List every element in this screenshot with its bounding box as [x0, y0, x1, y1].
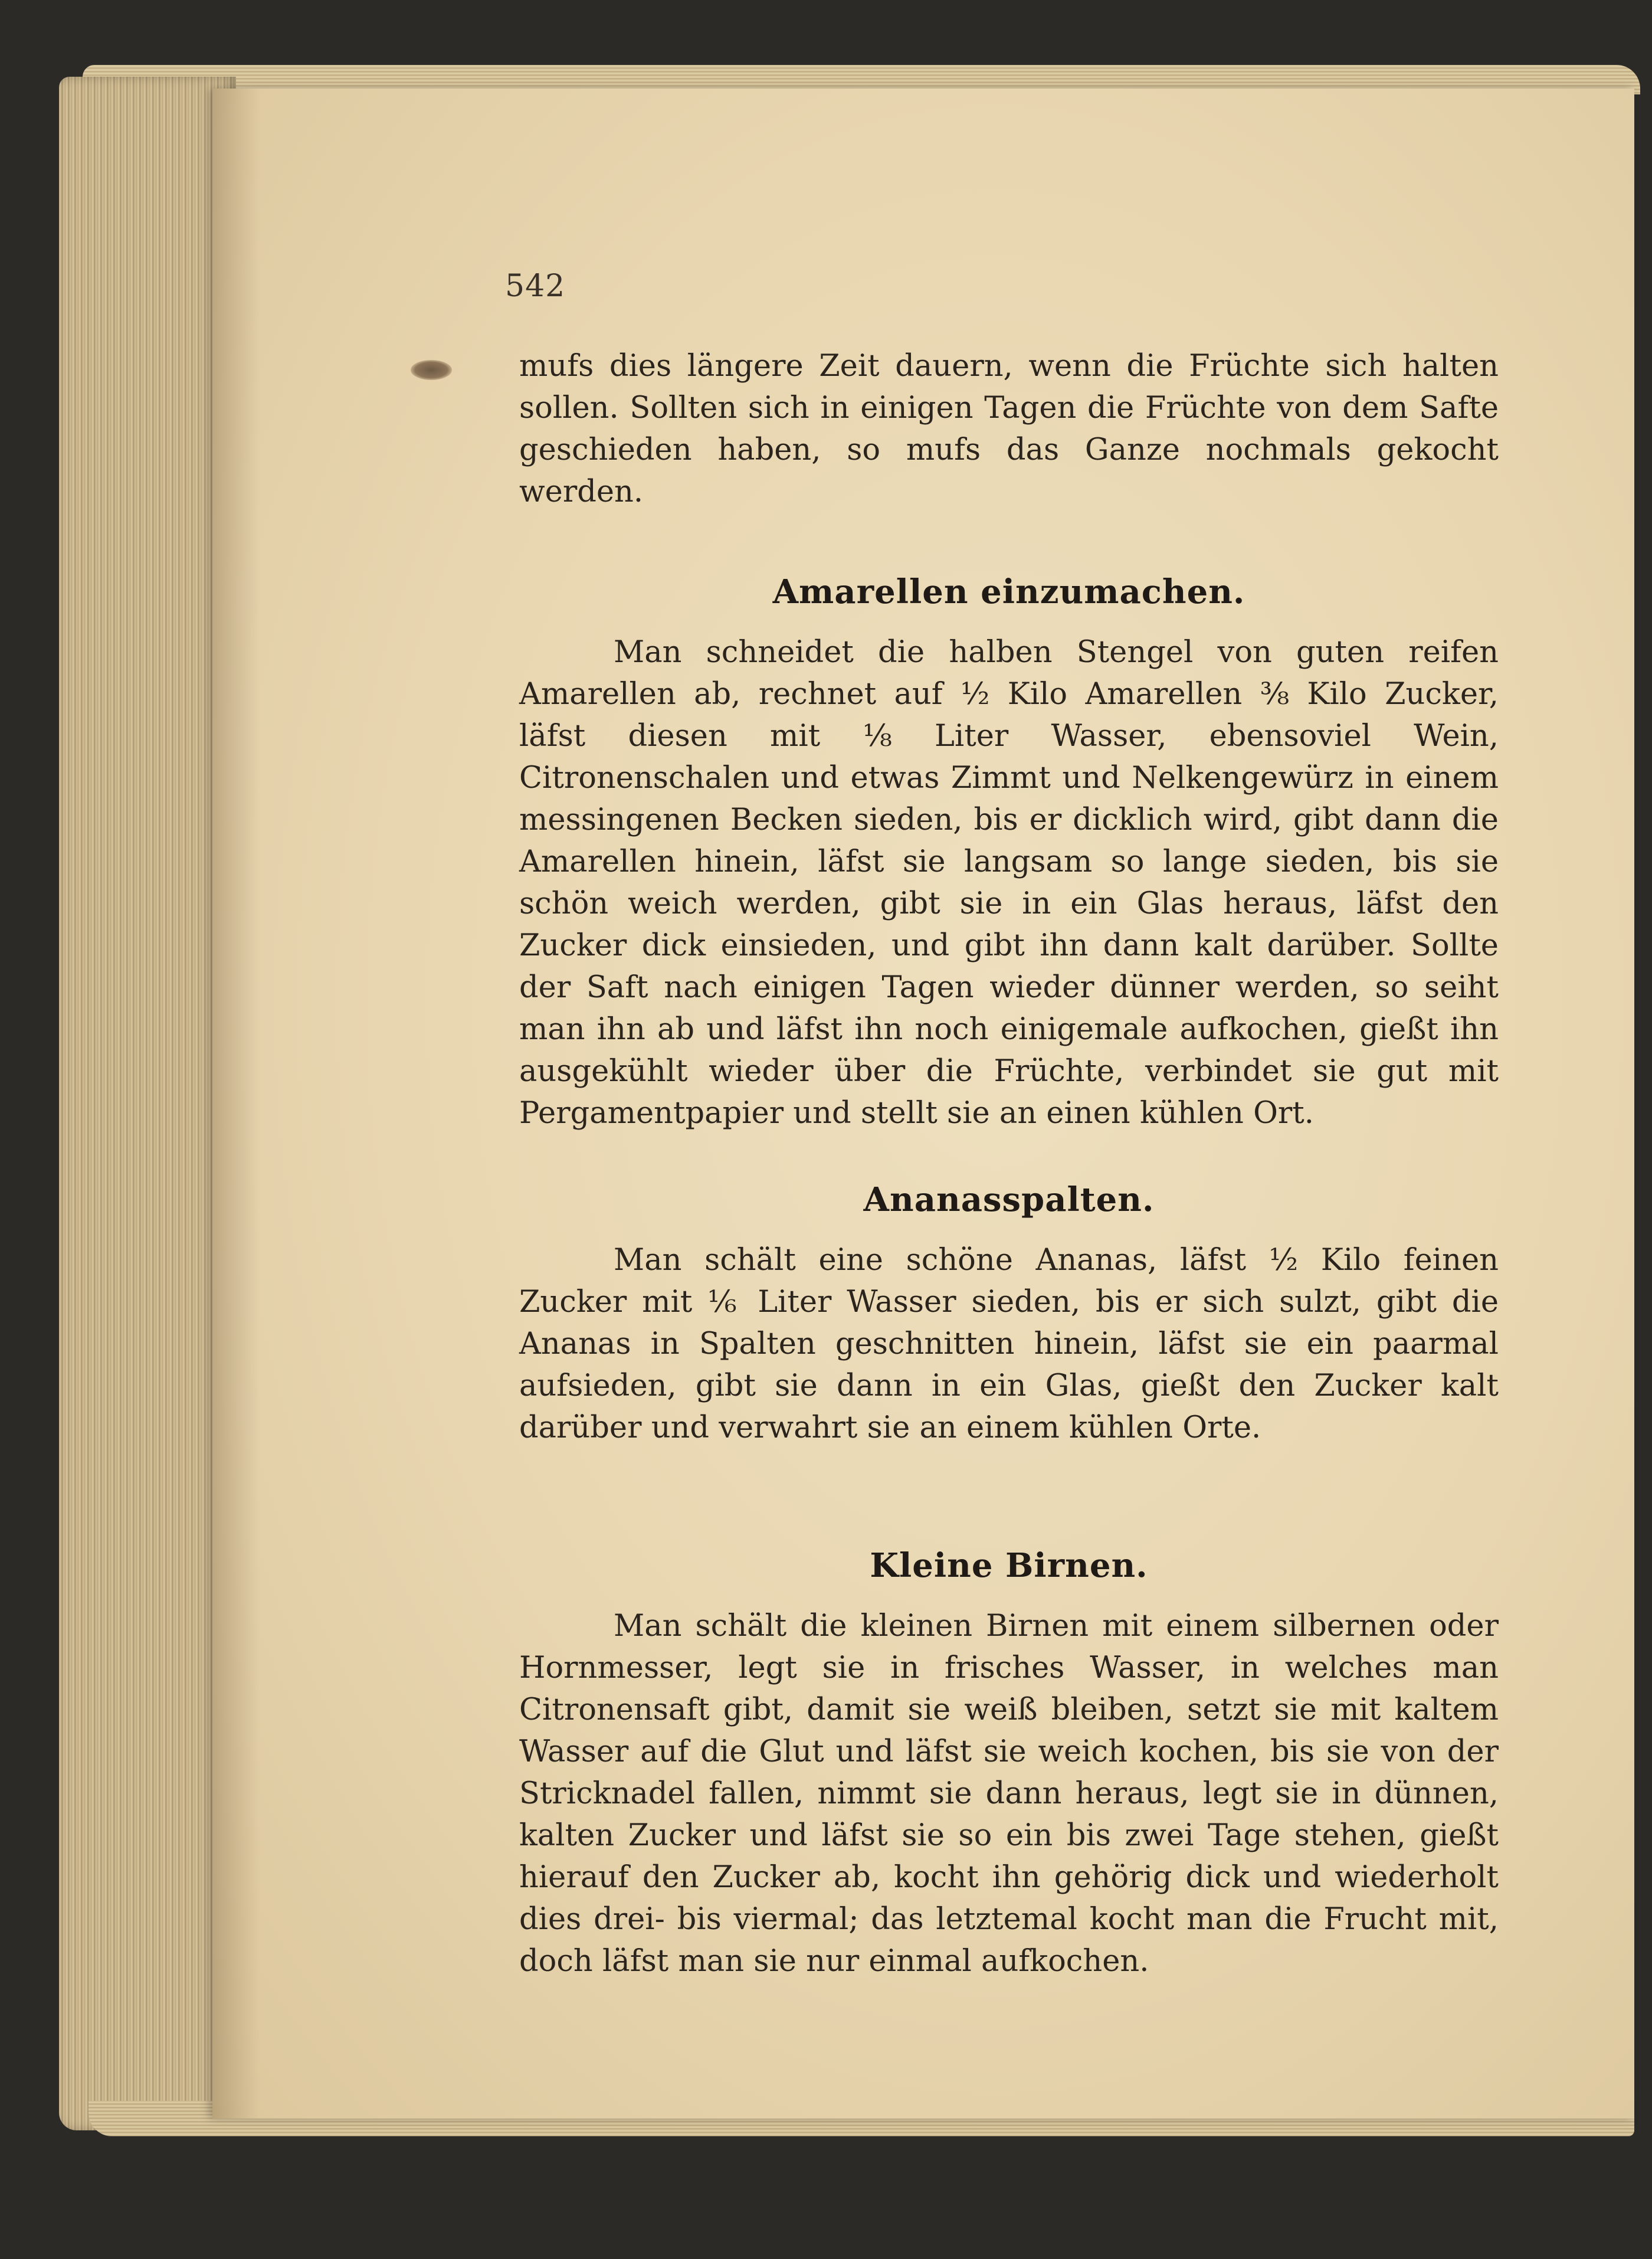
page-stack-edges [59, 77, 236, 2130]
intro-paragraph: mufs dies längere Zeit dauern, wenn die Früchte sich halten sollen. Sollten sich in einigen Tagen die Früchte von dem Safte geschieden haben, so mufs das Ganze nochmals gekocht werden. [519, 349, 1499, 509]
section-title-kleine-birnen: Kleine Birnen. [870, 1546, 1148, 1585]
section-title-ananasspalten: Ananasspalten. [863, 1180, 1155, 1219]
page-gutter-shadow [212, 89, 260, 2119]
section-title-amarellen: Amarellen einzumachen. [772, 572, 1245, 611]
section-body-amarellen: Man schneidet die halben Stengel von guten reifen Amarellen ab, rechnet auf ½ Kilo Amarellen ⅜ Kilo Zucker, läfst diesen mit ⅛ Liter Wasser, ebensoviel Wein, Citronenschalen und etwas Zimmt und Nelkengewürz in einem messingenen Becken sieden, bis er dicklich wird, gibt dann die Amarellen hinein, läfst sie langsam so lange sieden, bis sie schön weich werden, gibt sie in ein Glas heraus, läfst den Zucker dick einsieden, und gibt ihn dann kalt darüber. Sollte der Saft nach einigen Tagen wieder dünner werden, so seiht man ihn ab und läfst ihn noch einigemale aufkochen, gießt ihn ausgekühlt wieder über die Früchte, verbindet sie gut mit Pergamentpapier und stellt sie an einen kühlen Ort. [519, 635, 1499, 1131]
page-number: 542 [505, 269, 566, 304]
section-body-ananasspalten: Man schält eine schöne Ananas, läfst ½ Kilo feinen Zucker mit ⅙ Liter Wasser sieden, bis er sich sulzt, gibt die Ananas in Spalten geschnitten hinein, läfst sie ein paarmal aufsieden, gibt sie dann in ein Glas, gießt den Zucker kalt darüber und verwahrt sie an einem kühlen Orte. [519, 1243, 1499, 1445]
ink-stain [411, 360, 452, 380]
section-body-kleine-birnen: Man schält die kleinen Birnen mit einem silbernen oder Hornmesser, legt sie in frisches Wasser, in welches man Citronensaft gibt, damit sie weiß bleiben, setzt sie mit kaltem Wasser auf die Glut und läfst sie weich kochen, bis sie von der Stricknadel fallen, nimmt sie dann heraus, legt sie in dünnen, kalten Zucker und läfst sie so ein bis zwei Tage stehen, gießt hierauf den Zucker ab, kocht ihn gehörig dick und wiederholt dies drei- bis viermal; das letztemal kocht man die Frucht mit, doch läfst man sie nur einmal aufkochen. [519, 1609, 1499, 1979]
